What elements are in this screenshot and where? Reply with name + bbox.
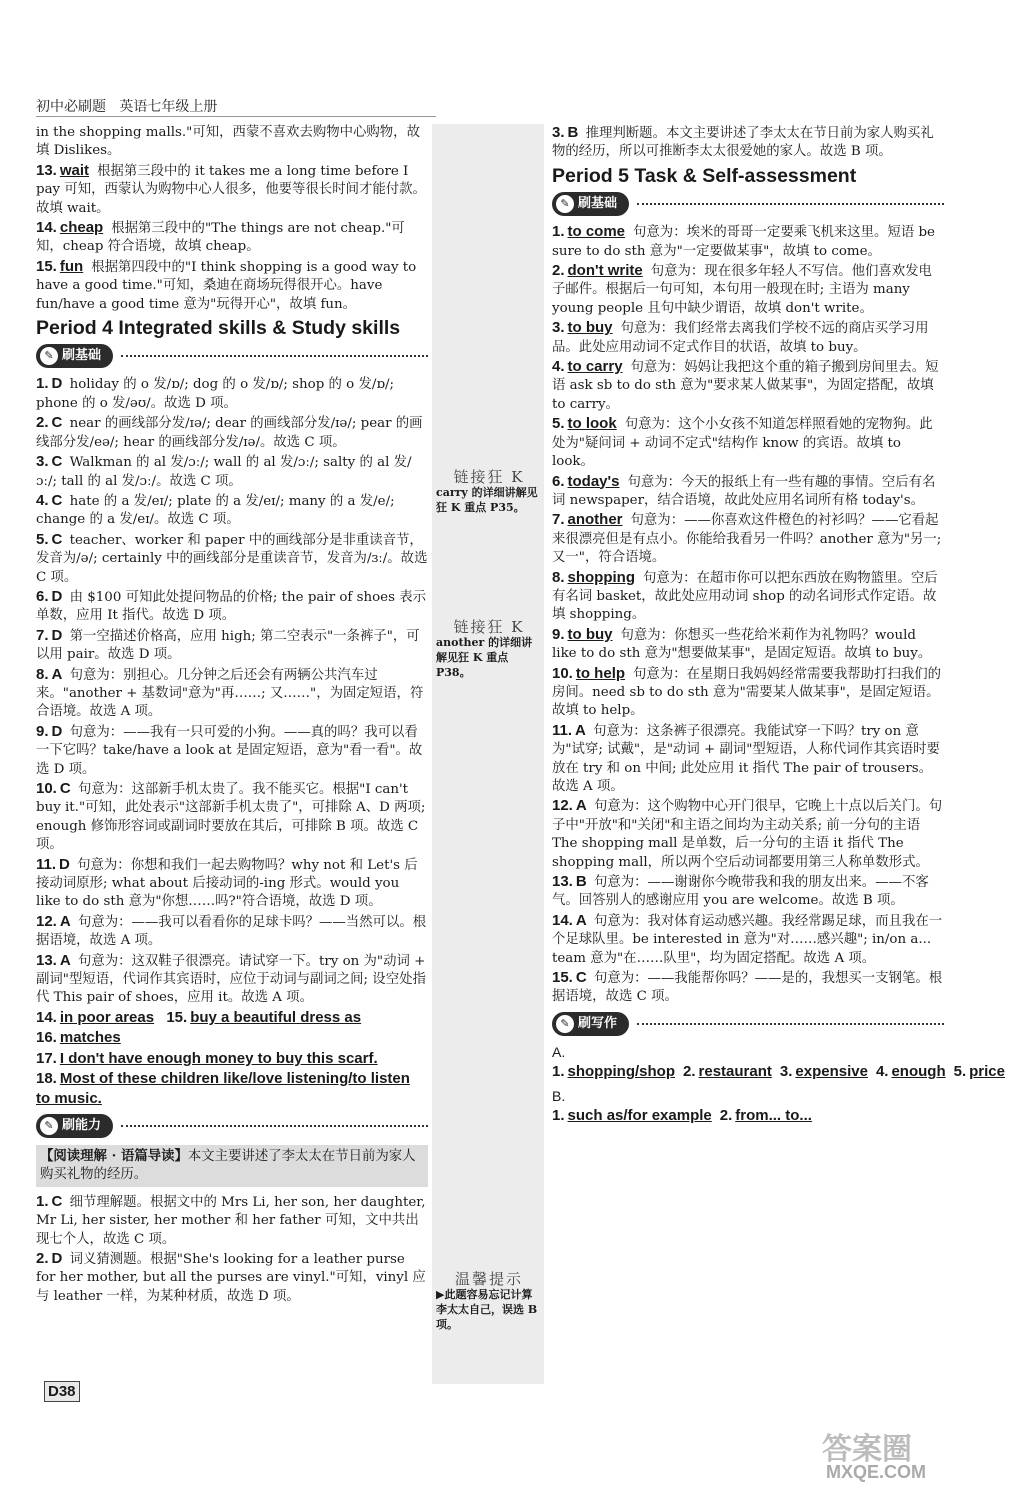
header-rule bbox=[36, 116, 436, 117]
item-number: 14. bbox=[36, 219, 57, 237]
item-explanation: 句意为：——谢谢你今晚带我和我的朋友出来。——不客气。回答别人的感谢应用 you are welcome。故选 B 项。 bbox=[552, 875, 929, 909]
period-5-title: Period 5 Task & Self-assessment bbox=[552, 164, 857, 187]
reading-guide-label: 【阅读理解 · 语篇导读】 bbox=[40, 1147, 188, 1164]
answer-number: 2. bbox=[719, 1107, 733, 1125]
item-explanation: 第一空描述价格高，应用 high; 第二空表示"一条裤子"，可以用 pair。故选 D 项。 bbox=[36, 628, 420, 663]
item-number: 6. bbox=[552, 472, 565, 490]
item-number: 5. bbox=[552, 415, 565, 433]
item-answer: to help bbox=[575, 664, 626, 682]
item-explanation: 句意为：别担心。几分钟之后还会有两辆公共汽车过来。"another + 基数词"意为"再……; 又……"，为固定短语，符合语境。故选 A 项。 bbox=[36, 667, 424, 720]
pencil-icon: ✎ bbox=[40, 347, 58, 365]
item-explanation: 句意为：在超市你可以把东西放在购物篮里。空后有名词 basket，故此处应用动词 shop 的动名词形式作定语。故填 shopping。 bbox=[552, 570, 938, 623]
item-explanation: 句意为：今天的报纸上有一些有趣的事情。空后有名词 newspaper，结合语境，故此处应用名词所有格 today's。 bbox=[552, 474, 936, 508]
item-answer: D bbox=[51, 626, 63, 644]
item-explanation: 句意为：这条裤子很漂亮。我能试穿一下吗？try on 意为"试穿; 试戴"，是"动词 + 副词"型短语，人称代词作其宾语时要放在 try 和 on 中间; 此处应用 it 指代 The pair of trousers。故选 A 项。 bbox=[552, 723, 940, 794]
item-number: 3. bbox=[552, 319, 565, 337]
list-item: 3. B 推理判断题。本文主要讲述了李太太在节日前为家人购买礼物的经历，所以可推断李太太很爱她的家人。故选 B 项。 bbox=[552, 124, 934, 160]
item-number: 9. bbox=[36, 722, 49, 740]
item-explanation: 句意为：妈妈让我把这个重的箱子搬到房间里去。短语 ask sb to do sth 意为"要求某人做某事"，为固定搭配，故填 to carry。 bbox=[552, 360, 939, 412]
item-number: 2. bbox=[552, 262, 565, 280]
pencil-icon: ✎ bbox=[556, 1015, 574, 1033]
item-number: 14. bbox=[552, 911, 573, 929]
item-explanation: holiday 的 o 发/ɒ/; dog 的 o 发/ɒ/; shop 的 o 发/ɒ/; phone 的 o 发/əʊ/。故选 D 项。 bbox=[36, 377, 395, 411]
item-number: 7. bbox=[36, 626, 49, 644]
item-answer: A bbox=[51, 665, 63, 683]
section-tag-writing bbox=[552, 1011, 944, 1037]
item-number: 1. bbox=[36, 375, 49, 393]
writing-section-a-label: A. bbox=[552, 1043, 566, 1060]
answer-text: expensive bbox=[795, 1063, 868, 1081]
item-answer: C bbox=[51, 414, 63, 432]
list-item bbox=[36, 627, 428, 665]
item-answer: A bbox=[59, 912, 71, 930]
answer-text: price bbox=[969, 1063, 1005, 1081]
item-explanation: 句意为：我对体育运动感兴趣。我经常踢足球，而且我在一个足球队里。be interested in 意为"对……感兴趣"; in/on a... team 意为"在……队里"，均为固定搭配。故选 A 项。 bbox=[552, 913, 943, 966]
item-number: 1. bbox=[552, 223, 565, 241]
item-answer: C bbox=[51, 453, 63, 471]
list-item bbox=[552, 969, 944, 1007]
answer-16: 16. matches bbox=[36, 1029, 121, 1047]
pencil-icon: ✎ bbox=[40, 1117, 58, 1135]
list-item bbox=[36, 723, 428, 779]
item-number: 12. bbox=[552, 797, 573, 815]
answer-number: 1. bbox=[552, 1063, 565, 1081]
item-number: 1. bbox=[36, 1192, 49, 1210]
tag-label: 刷基础 bbox=[578, 196, 618, 212]
item-explanation: 词义猜测题。根据"She's looking for a leather purse for her mother, but all the purses are vinyl."可知，vinyl 应与 leather 一样，为某种材质，故选 D 项。 bbox=[36, 1251, 426, 1304]
item-answer: today's bbox=[567, 472, 620, 490]
item-number: 3. bbox=[36, 453, 49, 471]
sidenote-tip: 温馨提示 ▶此题容易忘记计算李太太自己，误选 B 项。 bbox=[436, 1270, 538, 1331]
list-item bbox=[36, 1193, 428, 1249]
answer-number: 3. bbox=[779, 1063, 793, 1081]
writing-b-answers bbox=[552, 1107, 944, 1126]
item-explanation: teacher、worker 和 paper 中的画线部分是非重读音节，发音为/ə/; certainly 中的画线部分是重读音节，发音为/ɜː/。故选 C 项。 bbox=[36, 532, 428, 585]
list-item bbox=[552, 626, 944, 664]
running-header bbox=[36, 96, 217, 116]
item-number: 2. bbox=[36, 414, 49, 432]
item-number: 8. bbox=[36, 665, 49, 683]
item-explanation: 句意为：这部新手机太贵了。我不能买它。根据"I can't buy it."可知，此处表示"这部新手机太贵了"，可排除 A、D 两项; enough 修饰形容词或副词时要放在其后，可排除 B 项。故选 C 项。 bbox=[36, 782, 426, 853]
list-item bbox=[36, 453, 428, 491]
item-explanation: 句意为：在星期日我妈妈经常需要我帮助打扫我们的房间。need sb to do sth 意为"需要某人做某事"，是固定短语。故填 to help。 bbox=[552, 666, 942, 719]
writing-section-b-label: B. bbox=[552, 1087, 566, 1104]
item-answer: D bbox=[51, 375, 63, 393]
list-item bbox=[36, 952, 428, 1008]
item-number: 15. bbox=[552, 969, 573, 987]
item-answer: to come bbox=[567, 223, 626, 241]
right-column bbox=[552, 124, 1005, 1131]
list-item bbox=[552, 358, 944, 414]
item-explanation: 句意为：你想和我们一起去购物吗？why not 和 Let's 后接动词原形; what about 后接动词的-ing 形式。would you like to do sth 意为"你想……吗?"符合语境，故选 D 项。 bbox=[36, 857, 418, 910]
item-explanation: Walkman 的 al 发/ɔː/; wall 的 al 发/ɔː/; salty 的 al 发/ɔː/; tall 的 al 发/ɔː/。故选 C 项。 bbox=[36, 455, 412, 489]
item-answer: A bbox=[575, 797, 587, 815]
item-explanation: 由 $100 可知此处提问物品的价格; the pair of shoes 表示单数，应用 It 指代。故选 D 项。 bbox=[36, 589, 427, 624]
item-explanation: 句意为：埃米的哥哥一定要乘飞机来这里。短语 be sure to do sth 意为"一定要做某事"，故填 to come。 bbox=[552, 225, 935, 259]
tag-label: 刷写作 bbox=[578, 1015, 618, 1031]
list-item bbox=[36, 492, 428, 530]
item-explanation: 根据第三段中的"The things are not cheap."可知，cheap 符合语境，故填 cheap。 bbox=[36, 221, 405, 255]
item-number: 11. bbox=[552, 721, 573, 739]
answer-text: such as/for example bbox=[567, 1107, 712, 1125]
item-answer: wait bbox=[59, 161, 90, 179]
list-item bbox=[552, 223, 944, 261]
sidenote-carry: 链接狂 K carry 的详细讲解见狂 K 重点 P35。 bbox=[436, 468, 538, 514]
list-item bbox=[552, 665, 944, 721]
watermark-logo: 答案圈 bbox=[822, 1432, 912, 1467]
tag-label: 刷基础 bbox=[62, 348, 102, 364]
list-item bbox=[36, 666, 428, 722]
answer-text: enough bbox=[891, 1063, 946, 1081]
item-answer: to buy bbox=[567, 319, 613, 337]
header-book: 初中必刷题 bbox=[36, 99, 106, 115]
answer-number: 2. bbox=[683, 1063, 696, 1081]
list-item bbox=[552, 569, 944, 625]
section-tag-ability bbox=[36, 1113, 428, 1139]
answer-text: from... to... bbox=[735, 1107, 812, 1125]
list-item bbox=[36, 913, 428, 951]
answer-number: 5. bbox=[953, 1063, 967, 1081]
item-answer: C bbox=[51, 530, 63, 548]
section-tag-basic-right bbox=[552, 191, 944, 217]
watermark-url: MXQE.COM bbox=[826, 1462, 927, 1482]
reading-guide-text: 本文主要讲述了李太太在节日前为家人购买礼物的经历。 bbox=[40, 1148, 416, 1183]
item-answer: C bbox=[51, 491, 63, 509]
item-answer: to look bbox=[567, 415, 617, 433]
list-item bbox=[36, 258, 428, 314]
item-answer: D bbox=[51, 722, 63, 740]
item-explanation: hate 的 a 发/eɪ/; plate 的 a 发/eɪ/; many 的 a 发/e/; change 的 a 发/eɪ/。故选 C 项。 bbox=[36, 493, 395, 528]
list-item bbox=[36, 219, 428, 257]
item-explanation: 句意为：——你喜欢这件橙色的衬衫吗？——它看起来很漂亮但是有点小。你能给我看另一件吗？another 意为"另一; 又一"，符合语境。 bbox=[552, 513, 942, 566]
list-item bbox=[36, 414, 428, 452]
item-explanation: 句意为：这个小女孩不知道怎样照看她的宠物狗。此处为"疑问词 + 动词不定式"结构作 know 的宾语。故填 to look。 bbox=[552, 417, 933, 470]
item-number: 11. bbox=[36, 855, 57, 873]
list-item bbox=[36, 531, 428, 587]
left-column bbox=[36, 124, 428, 1307]
item-answer: B bbox=[575, 873, 587, 891]
item-number: 13. bbox=[552, 873, 573, 891]
item-explanation: 句意为：你想买一些花给米莉作为礼物吗？would like to do sth 意为"想要做某事"，是固定短语。故填 to buy。 bbox=[552, 627, 932, 662]
item-answer: C bbox=[59, 780, 71, 797]
item-explanation: 细节理解题。根据文中的 Mrs Li, her son, her daughter, Mr Li, her sister, her mother 和 her father 可知，文中共出现七个人，故选 C 项。 bbox=[36, 1194, 426, 1247]
item-explanation: 句意为：这双鞋子很漂亮。请试穿一下。try on 为"动词 + 副词"型短语，代词作其宾语时，应位于动词与副词之间; 设空处指代 This pair of shoes，应用 it。故选 A 项。 bbox=[36, 953, 426, 1006]
item-answer: another bbox=[567, 511, 623, 529]
item-number: 5. bbox=[36, 530, 49, 548]
item-number: 10. bbox=[36, 780, 57, 797]
answer-17: 17. I don't have enough money to buy this scarf. bbox=[36, 1049, 378, 1067]
item-answer: A bbox=[575, 721, 586, 739]
item-answer: to carry bbox=[567, 358, 623, 376]
item-number: 6. bbox=[36, 587, 49, 605]
list-item bbox=[552, 797, 944, 872]
item-answer: don't write bbox=[567, 262, 643, 280]
item-number: 9. bbox=[552, 625, 565, 643]
list-item bbox=[552, 722, 944, 797]
item-explanation: 句意为：——我能帮你吗？——是的，我想买一支钢笔。根据语境，故选 C 项。 bbox=[552, 971, 943, 1005]
list-item bbox=[552, 473, 944, 511]
item-number: 10. bbox=[552, 664, 573, 682]
item-number: 2. bbox=[36, 1249, 49, 1267]
item-explanation: 句意为：——我有一只可爱的小狗。——真的吗？我可以看一下它吗？take/have a look at 是固定短语，意为"看一看"。故选 D 项。 bbox=[36, 724, 423, 777]
list-item bbox=[36, 588, 428, 626]
reading-guide bbox=[36, 1145, 428, 1187]
tag-label: 刷能力 bbox=[62, 1117, 102, 1133]
list-item bbox=[552, 262, 944, 318]
margin-note-column bbox=[432, 124, 544, 1384]
item-answer: C bbox=[51, 1192, 63, 1210]
answer-number: 4. bbox=[875, 1063, 889, 1081]
list-item bbox=[36, 1250, 428, 1306]
item-number: 7. bbox=[552, 511, 565, 529]
list-item bbox=[552, 912, 944, 968]
item-answer: C bbox=[575, 969, 587, 987]
item-answer: shopping bbox=[567, 568, 636, 586]
answer-text: shopping/shop bbox=[567, 1063, 675, 1081]
item-number: 4. bbox=[552, 358, 565, 376]
item-number: 12. bbox=[36, 912, 57, 930]
item-answer: A bbox=[575, 911, 587, 929]
item-explanation: 句意为：这个购物中心开门很早，它晚上十点以后关门。句子中"开放"和"关闭"和主语之间均为主动关系; 前一分句的主语 The shopping mall 是单数，后一分句的主语 it 指代 The shopping mall，所以两个空后动词都要用第三人称单数形式。 bbox=[552, 799, 943, 870]
item-number: 4. bbox=[36, 491, 49, 509]
list-item bbox=[552, 415, 944, 471]
writing-a-answers bbox=[552, 1063, 1005, 1082]
item-answer: fun bbox=[59, 257, 84, 275]
item-number: 15. bbox=[36, 257, 57, 275]
answer-18: 18. Most of these children like/love listening/to listen to music. bbox=[36, 1070, 410, 1107]
item-explanation: near 的画线部分发/ɪə/; dear 的画线部分发/ɪə/; pear 的画线部分发/eə/; hear 的画线部分发/ɪə/。故选 C 项。 bbox=[36, 416, 423, 450]
section-tag-basic bbox=[36, 343, 428, 369]
item-number: 13. bbox=[36, 161, 57, 179]
item-explanation: 根据第四段中的"I think shopping is a good way to have a good time."可知，桑迪在商场玩得很开心。have fun/have a good time 意为"玩得开心"，故填 fun。 bbox=[36, 259, 417, 312]
pencil-icon: ✎ bbox=[556, 195, 574, 213]
item-answer: D bbox=[51, 587, 63, 605]
item-answer: to buy bbox=[567, 625, 613, 643]
continued-text: in the shopping malls."可知，西蒙不喜欢去购物中心购物，故填 Dislikes。 bbox=[36, 125, 420, 159]
answer-text: restaurant bbox=[698, 1063, 772, 1081]
list-item bbox=[552, 511, 944, 567]
item-explanation: 句意为：现在很多年轻人不写信。他们喜欢发电子邮件。根据后一句可知，本句用一般现在时; 主语为 many young people 且句中缺少谓语，故填 don't write。 bbox=[552, 264, 932, 316]
answer-number: 1. bbox=[552, 1107, 565, 1125]
item-explanation: 句意为：——我可以看看你的足球卡吗？——当然可以。根据语境，故选 A 项。 bbox=[36, 914, 427, 949]
item-number: 13. bbox=[36, 951, 57, 969]
item-number: 8. bbox=[552, 568, 565, 586]
item-explanation: 句意为：我们经常去离我们学校不远的商店买学习用品。此处应用动词不定式作目的状语，故填 to buy。 bbox=[552, 321, 929, 355]
item-answer: cheap bbox=[59, 219, 104, 237]
item-answer: D bbox=[51, 1249, 63, 1267]
list-item bbox=[552, 319, 944, 357]
page-number: D38 bbox=[44, 1381, 80, 1402]
list-item bbox=[36, 375, 428, 413]
list-item bbox=[36, 162, 428, 218]
sidenote-another: 链接狂 K another 的详细讲解见狂 K 重点 P38。 bbox=[436, 618, 533, 679]
period-4-title: Period 4 Integrated skills & Study skills bbox=[36, 317, 401, 340]
list-item bbox=[36, 780, 428, 855]
list-item bbox=[36, 856, 428, 912]
header-subject: 英语七年级上册 bbox=[119, 99, 218, 115]
item-answer: D bbox=[59, 855, 70, 873]
list-item bbox=[552, 873, 944, 911]
answer-14-15: 14. in poor areas 15. buy a beautiful dress as bbox=[36, 1008, 362, 1026]
item-answer: A bbox=[59, 951, 71, 969]
item-explanation: 根据第三段中的 it takes me a long time before I pay 可知，西蒙认为购物中心人很多，他要等很长时间才能付款。故填 wait。 bbox=[36, 163, 426, 216]
